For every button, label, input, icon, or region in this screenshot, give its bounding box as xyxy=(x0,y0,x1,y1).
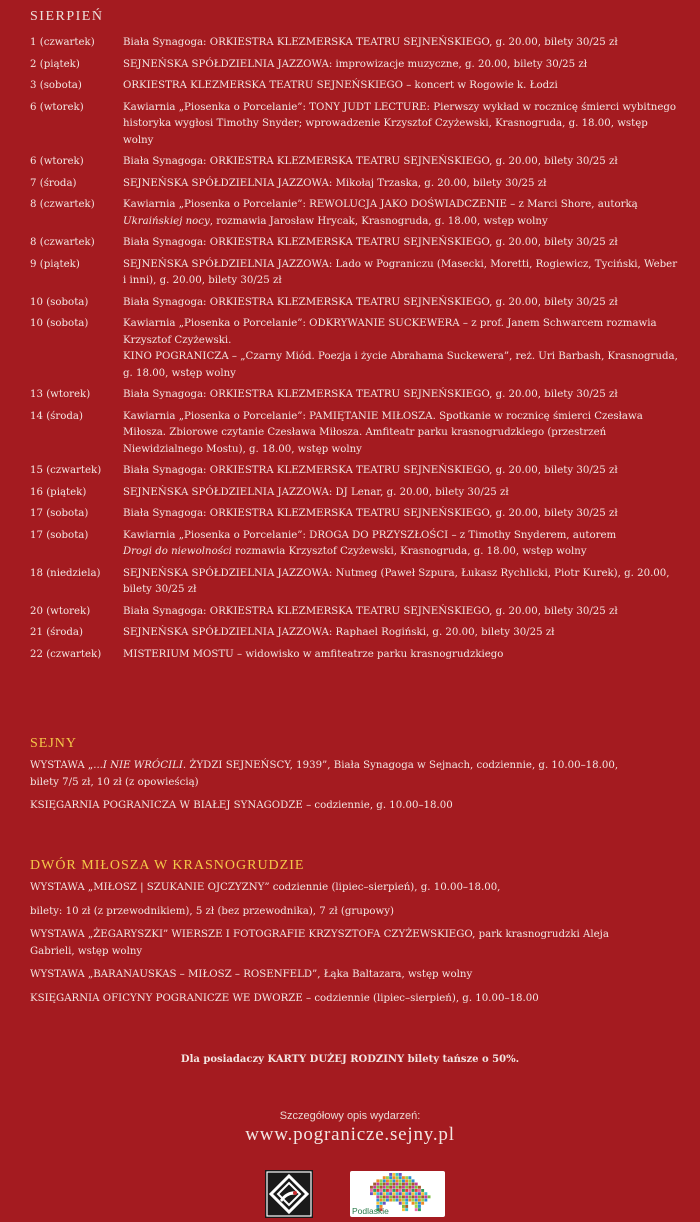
event-description xyxy=(123,295,680,312)
event-description xyxy=(123,78,680,95)
event-description xyxy=(123,625,680,642)
discount-note: Dla posiadaczy KARTY DUŻEJ RODZINY bilety tańsze o 50%. xyxy=(180,1054,520,1065)
event-description xyxy=(123,566,680,599)
text-part: MISTERIUM MOSTU – widowisko w amfiteatrze parku krasnogrudzkiego xyxy=(123,648,504,660)
text-part: Kawiarnia „Piosenka o Porcelanie”: ODKRYWANIE SUCKEWERA – z prof. Janem Schwarcem rozmawia Krzysztof Czyżewski. xyxy=(123,318,657,346)
text-part: Kawiarnia „Piosenka o Porcelanie”: REWOLUCJA JAKO DOŚWIADCZENIE – z Marci Shore, autorką xyxy=(123,199,638,210)
info-item xyxy=(30,798,650,815)
event-description xyxy=(123,257,680,290)
event-row xyxy=(30,604,680,621)
text-part: bilety 7/5 zł, 10 zł (z opowieścią) xyxy=(30,776,199,788)
event-date: 17 (sobota) xyxy=(30,508,89,519)
events-list xyxy=(30,35,680,668)
text-part: Kawiarnia „Piosenka o Porcelanie”: DROGA DO PRZYSZŁOŚCI – z Timothy Snyderem, autorem xyxy=(123,529,617,541)
text-part: Biała Synagoga: ORKIESTRA KLEZMERSKA TEATRU SEJNEŃSKIEGO, g. 20.00, bilety 30/25 zł xyxy=(123,156,618,167)
event-description xyxy=(123,197,680,230)
event-row xyxy=(30,78,680,95)
info-item xyxy=(30,904,650,921)
text-part: SEJNEŃSKA SPÓŁDZIELNIA JAZZOWA: Nutmeg (Paweł Szpura, Łukasz Rychlicki, Piotr Kurek), g. 20.00, bilety 30/25 zł xyxy=(123,567,670,595)
event-date: 15 (czwartek) xyxy=(30,465,102,476)
text-part: SEJNEŃSKA SPÓŁDZIELNIA JAZZOWA: DJ Lenar, g. 20.00, bilety 30/25 zł xyxy=(123,486,509,498)
event-row xyxy=(30,647,680,664)
event-row xyxy=(30,506,680,523)
text-part: rozmawia Krzysztof Czyżewski, Krasnogruda, g. 18.00, wstęp wolny xyxy=(231,546,587,557)
event-description xyxy=(123,528,680,561)
event-date: 2 (piątek) xyxy=(30,58,80,70)
text-part: WYSTAWA „MIŁOSZ | SZUKANIE OJCZYZNY” codziennie (lipiec–sierpień), g. 10.00–18.00, xyxy=(30,882,501,893)
event-description xyxy=(123,485,680,502)
event-date: 10 (sobota) xyxy=(30,296,89,308)
text-part: SEJNEŃSKA SPÓŁDZIELNIA JAZZOWA: improwizacje muzyczne, g. 20.00, bilety 30/25 zł xyxy=(123,58,588,70)
event-date: 3 (sobota) xyxy=(30,80,82,91)
text-part: Biała Synagoga: ORKIESTRA KLEZMERSKA TEATRU SEJNEŃSKIEGO, g. 20.00, bilety 30/25 zł xyxy=(123,389,618,400)
event-description xyxy=(123,235,680,252)
text-part: Kawiarnia „Piosenka o Porcelanie”: PAMIĘTANIE MIŁOSZA. Spotkanie w rocznicę śmierci Czesława Miłosza. Zbiorowe czytanie Czesława Miłosza. Amfiteatr parku krasnogrudzkiego (przestrzeń Niewidzialnego Mostu), g. 18.00, wstęp wolny xyxy=(123,410,643,455)
event-description xyxy=(123,316,680,382)
text-part: Biała Synagoga: ORKIESTRA KLEZMERSKA TEATRU SEJNEŃSKIEGO, g. 20.00, bilety 30/25 zł xyxy=(123,37,618,48)
info-item xyxy=(30,758,650,791)
event-date: 13 (wtorek) xyxy=(30,389,91,400)
event-description xyxy=(123,463,680,480)
event-date: 21 (środa) xyxy=(30,627,83,638)
section-title-sierpien: SIERPIEŃ xyxy=(30,9,104,24)
event-date: 14 (środa) xyxy=(30,410,83,422)
event-date: 8 (czwartek) xyxy=(30,199,95,210)
text-part: Biała Synagoga: ORKIESTRA KLEZMERSKA TEATRU SEJNEŃSKIEGO, g. 20.00, bilety 30/25 zł xyxy=(123,465,618,476)
event-date: 1 (czwartek) xyxy=(30,37,95,48)
website-link[interactable]: www.pogranicze.sejny.pl xyxy=(245,1124,455,1145)
event-date: 10 (sobota) xyxy=(30,318,89,329)
details-label: Szczegółowy opis wydarzeń: xyxy=(279,1110,421,1122)
event-row xyxy=(30,463,680,480)
text-part: KSIĘGARNIA OFICYNY POGRANICZE WE DWORZE – codziennie (lipiec–sierpień), g. 10.00–18.00 xyxy=(30,992,539,1004)
event-date: 6 (wtorek) xyxy=(30,156,84,167)
italic-title: Drogi do niewolności xyxy=(123,546,232,557)
podlaskie-label: Podlaskie xyxy=(352,1206,389,1216)
text-part: Biała Synagoga: ORKIESTRA KLEZMERSKA TEATRU SEJNEŃSKIEGO, g. 20.00, bilety 30/25 zł xyxy=(123,296,618,308)
text-part: Biała Synagoga: ORKIESTRA KLEZMERSKA TEATRU SEJNEŃSKIEGO, g. 20.00, bilety 30/25 zł xyxy=(123,237,618,248)
event-description xyxy=(123,409,680,459)
event-description xyxy=(123,57,680,74)
section-title-sejny: SEJNY xyxy=(30,736,78,751)
text-part: SEJNEŃSKA SPÓŁDZIELNIA JAZZOWA: Raphael Rogiński, g. 20.00, bilety 30/25 zł xyxy=(123,627,555,638)
text-part: KSIĘGARNIA POGRANICZA W BIAŁEJ SYNAGODZE – codziennie, g. 10.00–18.00 xyxy=(30,800,453,811)
event-row xyxy=(30,100,680,150)
event-date: 17 (sobota) xyxy=(30,529,89,541)
event-row xyxy=(30,35,680,52)
event-row xyxy=(30,295,680,312)
italic-title: ...I NIE WRÓCILI xyxy=(93,760,183,771)
event-description xyxy=(123,506,680,523)
text-part: ORKIESTRA KLEZMERSKA TEATRU SEJNEŃSKIEGO – koncert w Rogowie k. Łodzi xyxy=(123,80,558,91)
event-description xyxy=(123,647,680,664)
event-date: 20 (wtorek) xyxy=(30,605,91,617)
event-date: 9 (piątek) xyxy=(30,258,80,270)
podlaskie-logo xyxy=(350,1171,445,1217)
event-row xyxy=(30,409,680,459)
event-row xyxy=(30,257,680,290)
event-date: 16 (piątek) xyxy=(30,486,87,498)
text-part: WYSTAWA „BARANAUSKAS – MIŁOSZ – ROSENFELD”, Łąka Baltazara, wstęp wolny xyxy=(30,969,473,980)
text-part: Biała Synagoga: ORKIESTRA KLEZMERSKA TEATRU SEJNEŃSKIEGO, g. 20.00, bilety 30/25 zł xyxy=(123,605,618,617)
text-part: Biała Synagoga: ORKIESTRA KLEZMERSKA TEATRU SEJNEŃSKIEGO, g. 20.00, bilety 30/25 zł xyxy=(123,508,618,519)
event-row xyxy=(30,197,680,230)
section-title-dwor: DWÓR MIŁOSZA W KRASNOGRUDZIE xyxy=(30,858,305,873)
event-description xyxy=(123,35,680,52)
sejny-info-list xyxy=(30,758,650,822)
text-part: , rozmawia Jarosław Hrycak, Krasnogruda, g. 18.00, wstęp wolny xyxy=(209,215,548,227)
event-date: 7 (środa) xyxy=(30,177,77,189)
event-description xyxy=(123,154,680,171)
event-date: 22 (czwartek) xyxy=(30,648,102,660)
text-part: KINO POGRANICZA – „Czarny Miód. Poezja i życie Abrahama Suckewera”, reż. Uri Barbash, Krasnogruda, g. 18.00, wstęp wolny xyxy=(123,351,678,379)
text-part: WYSTAWA „ xyxy=(30,760,94,771)
event-row xyxy=(30,154,680,171)
text-part: . ŻYDZI SEJNEŃSCY, 1939”, Biała Synagoga w Sejnach, codziennie, g. 10.00–18.00, xyxy=(182,760,619,771)
event-row xyxy=(30,387,680,404)
event-row xyxy=(30,528,680,561)
event-date: 18 (niedziela) xyxy=(30,567,101,579)
event-row xyxy=(30,625,680,642)
event-row xyxy=(30,235,680,252)
event-row xyxy=(30,57,680,74)
text-part: bilety: 10 zł (z przewodnikiem), 5 zł (bez przewodnika), 7 zł (grupowy) xyxy=(30,905,394,917)
event-date: 8 (czwartek) xyxy=(30,237,95,248)
text-part: Kawiarnia „Piosenka o Porcelanie”: TONY JUDT LECTURE: Pierwszy wykład w rocznicę śmierci wybitnego historyka wygłosi Timothy Snyder; wprowadzenie Krzysztof Czyżewski, Krasnogruda, g. 18.00, wstęp wolny xyxy=(123,101,676,146)
event-description xyxy=(123,604,680,621)
event-row xyxy=(30,176,680,193)
text-part: SEJNEŃSKA SPÓŁDZIELNIA JAZZOWA: Mikołaj Trzaska, g. 20.00, bilety 30/25 zł xyxy=(123,177,547,189)
event-description xyxy=(123,387,680,404)
dwor-info-list xyxy=(30,880,650,1014)
event-row xyxy=(30,566,680,599)
text-part: SEJNEŃSKA SPÓŁDZIELNIA JAZZOWA: Lado w Pograniczu (Masecki, Moretti, Rogiewicz, Tyciński, Weber i inni), g. 20.00, bilety 30/25 zł xyxy=(123,258,678,286)
text-part: WYSTAWA „ŻEGARYSZKI” WIERSZE I FOTOGRAFIE KRZYSZTOFA CZYŻEWSKIEGO, park krasnogrudzki Aleja Gabrieli, wstęp wolny xyxy=(30,929,609,957)
info-item xyxy=(30,927,650,960)
italic-title: Ukraińskiej nocy xyxy=(123,215,210,227)
event-row xyxy=(30,485,680,502)
info-item xyxy=(30,967,650,984)
event-date: 6 (wtorek) xyxy=(30,101,84,113)
event-description xyxy=(123,176,680,193)
event-description xyxy=(123,100,680,150)
event-row xyxy=(30,316,680,382)
info-item xyxy=(30,991,650,1008)
info-item xyxy=(30,880,650,897)
pogranicze-logo-icon xyxy=(265,1170,313,1218)
